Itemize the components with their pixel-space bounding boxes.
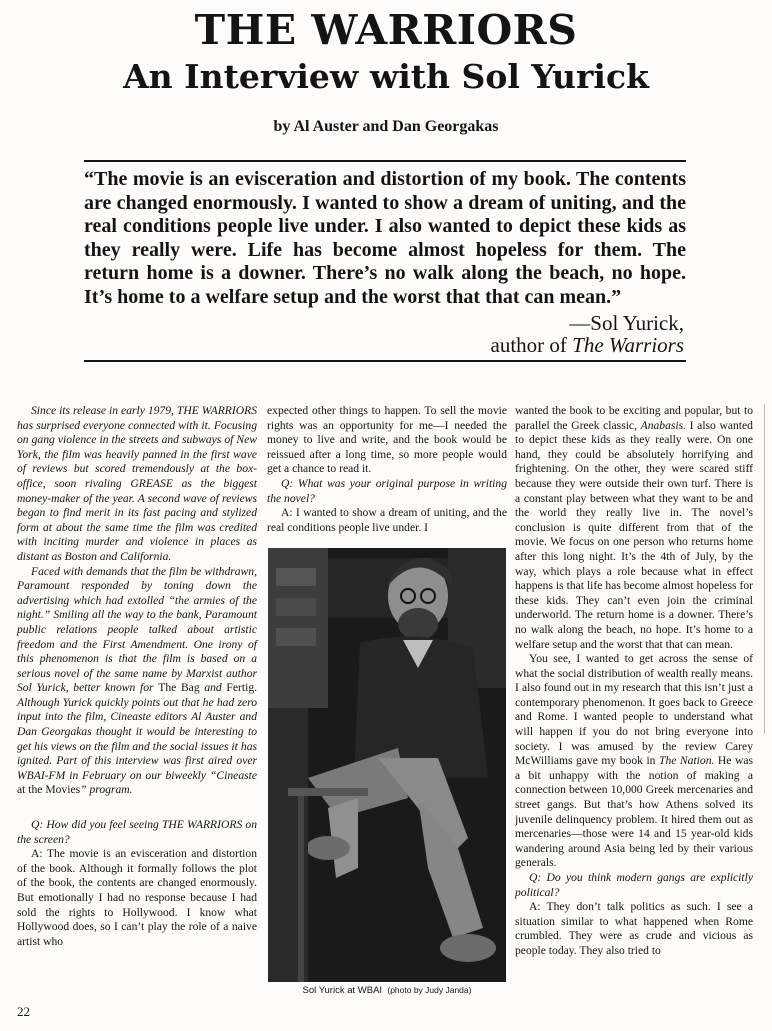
question-2: Q: What was your original purpose in writing the novel? — [267, 476, 507, 505]
answer-1: A: The movie is an evisceration and distortion of the book. Although it formally follows the plot of the book, the contents are changed enormously. But emotionally I had no response because I had sold the rights to Hollywood. I know what Hollywood does, so I can’t play the role of a naive artist who — [17, 847, 257, 948]
photo-caption — [268, 985, 506, 996]
qa-section-col1 — [17, 818, 257, 949]
question-1: Q: How did you feel seeing THE WARRIORS on the screen? — [17, 818, 257, 846]
pull-quote-bottom-rule — [84, 360, 686, 362]
column-1 — [17, 404, 257, 949]
intro-paragraph-1: Since its release in early 1979, THE WARRIORS has surprised everyone connected with it. Focusing on gang violence in the streets and subways of New York, the film was heavily panned in the first wave of reviews but scored tremendously at the box-office, soon rivaling GREASE as the biggest money-maker of the year. A second wave of reviews began to find merit in its fast pacing and stylized form at about the same time the film was credited with inciting murder and violence in places as distant as Boston and California. — [17, 404, 257, 563]
photo-illustration — [268, 548, 506, 982]
answer-2-continued: wanted the book to be exciting and popular, but to parallel the Greek classic, Anabasis. I also wanted to depict these kids as they really were. On one hand, they could be absolutely horrifying and frightening. On the other, they were scared stiff because they were outside their own turf. There is a constant play between what they want to be and the world they really live in. The novel’s conclusion is quite different from that of the movie. We focus on one person who returns home after this long night. It’s the 4th of July, by the way, which plays a role because what in effect happens is that life has become almost hopeless for these kids. They can’t even join the criminal underworld. The return home is a downer. There’s no walk along the beach, no hope. It’s home to a welfare setup and the worst that that can mean. — [515, 404, 753, 651]
pull-quote-top-rule — [84, 160, 686, 162]
attribution-prefix: author of — [490, 333, 567, 357]
margin-mark — [764, 404, 765, 734]
column-2 — [267, 404, 507, 535]
photo-credit: (photo by Judy Janda) — [387, 985, 472, 995]
pull-quote-attribution-work — [491, 333, 685, 357]
question-3: Q: Do you think modern gangs are explicitly political? — [515, 871, 753, 899]
caption-text: Sol Yurick at WBAI — [302, 985, 383, 996]
intro-paragraph-2: Faced with demands that the film be withdrawn, Paramount responded by toning down the advertising which had extolled “the armies of the night.” Smiling all the way to the bank, Paramount public relations people talked about artistic freedom and the First Amendment. One irony of this phenomenon is that the film is based on a serious novel of the same name by Marxist author Sol Yurick, better known for The Bag and Fertig. Although Yurick quickly points out that he had zero input into the film, Cineaste editors Al Auster and Dan Georgakas thought it would be interesting to get his views on the film and the social issues it has ignited. Part of this interview was first aired over WBAI-FM in February on our biweekly “Cineaste at the Movies” program. — [17, 564, 258, 797]
pull-quote: “The movie is an evisceration and distortion of my book. The contents are changed enormously. I wanted to show a dream of uniting, and the real conditions people live under. I also wanted to depict these kids as they really were. Life has become almost hopeless for them. The return home is a downer. There’s no walk along the beach, no hope. It’s home to a welfare setup and the worst that that can mean.” — [84, 168, 686, 308]
column-3 — [515, 404, 753, 959]
article-title: THE WARRIORS — [194, 6, 578, 54]
answer-2-paragraph-2: You see, I wanted to get across the sense of what the social distribution of wealth really means. I also found out in my research that this isn’t just a contemporary phenomenon. It goes back to Greece and Rome. I wanted people to understand what will happen if you do not bring everyone into society. I was amused by the review Carey McWilliams gave my book in The Nation. He was a bit unhappy with the notion of making a connection between 10,000 Greek mercenaries and street gangs. But that’s how Athens solved its juvenile delinquency problem. It hired them out as mercenaries—those were 14 and 15 year-old kids wandering around Asia being led by their various generals. — [515, 652, 753, 870]
answer-1-continued: expected other things to happen. To sell the movie rights was an opportunity for me—I needed the money to live and write, and the book would be reissued after a long time, so more people would get a chance to read it. — [267, 404, 507, 476]
byline: by Al Auster and Dan Georgakas — [273, 118, 499, 135]
attribution-work-title: The Warriors — [572, 333, 684, 357]
pull-quote-attribution-name: —Sol Yurick, — [569, 311, 684, 335]
article-subtitle: An Interview with Sol Yurick — [123, 57, 649, 96]
page-number: 22 — [17, 1004, 30, 1019]
sol-yurick-photo — [268, 548, 506, 982]
answer-3: A: They don’t talk politics as such. I see a situation similar to what happened when Rome crumbled. They were as crude and vicious as people today. They also tried to — [515, 900, 753, 957]
intro-section — [17, 404, 257, 798]
answer-2: A: I wanted to show a dream of uniting, and the real conditions people live under. I — [267, 506, 507, 534]
